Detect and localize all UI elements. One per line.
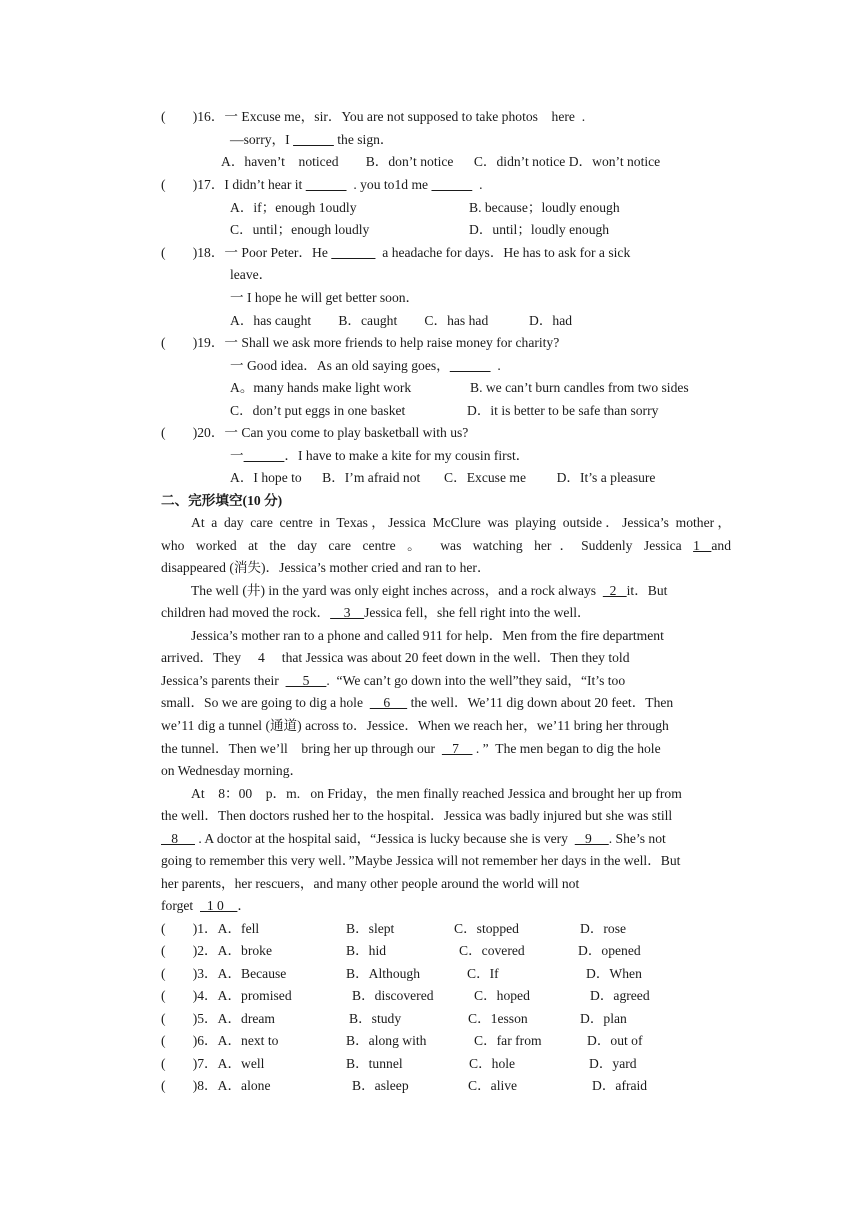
question-17-option-b: B. because；loudly enough [469, 200, 620, 215]
option-c: C．hoped [474, 988, 530, 1003]
question-18-options: A．has caught B．caught C．has had D．had [230, 313, 573, 328]
passage-line: Jessica’s mother ran to a phone and called 911 for help．Men from the fire department [191, 628, 664, 643]
answer-blank [293, 132, 334, 147]
question-18-cont: leave． [230, 267, 273, 282]
option-c: C．far from [474, 1033, 542, 1048]
question-16: ( )16．一 Excuse me，sir．You are not supposed to take photos here . [161, 109, 586, 124]
passage-line: arrived．They 4 that Jessica was about 20 feet down in the well．Then they told [161, 650, 630, 665]
question-18: ( )18．一 Poor Peter．He a headache for days．He has to ask for a sick [161, 245, 631, 260]
question-19-option-a: A。many hands make light work [230, 380, 412, 395]
question-17: ( )17．I didn’t hear it . you to1d me . [161, 177, 483, 192]
option-d: D．rose [580, 921, 627, 936]
cloze-blank-1: 1 [693, 538, 712, 553]
cloze-blank-5: 5 [285, 673, 327, 688]
passage-line: going to remember this very well．”Maybe Jessica will not remember her days in the well．But [161, 853, 681, 868]
question-17-option-c: C．until；enough loudly [230, 222, 370, 237]
option-b: B．along with [346, 1033, 427, 1048]
question-19-option-d: D．it is better to be safe than sorry [467, 403, 659, 418]
answer-blank [450, 358, 491, 373]
cloze-blank-7: 7 [441, 741, 473, 756]
passage-line: who worked at the day care centre 。 was watching her．Suddenly Jessica 1 and [161, 538, 731, 553]
answer-blank [244, 448, 285, 463]
question-19-option-b: B. we can’t burn candles from two sides [470, 380, 689, 395]
option-d: D．agreed [590, 988, 650, 1003]
option-row: ( )7．A．well [161, 1056, 265, 1071]
passage-line: disappeared (消失)．Jessica’s mother cried and ran to her． [161, 560, 491, 575]
cloze-blank-8: 8 [161, 831, 195, 846]
cloze-blank-9: 9 [574, 831, 609, 846]
answer-blank [431, 177, 472, 192]
cloze-blank-6: 6 [369, 695, 408, 710]
passage-line: her parents，her rescuers，and many other people around the world will not [161, 876, 580, 891]
option-c: C．hole [469, 1056, 516, 1071]
option-b: B．slept [346, 921, 395, 936]
option-row: ( )6．A．next to [161, 1033, 279, 1048]
option-c: C．1esson [468, 1011, 528, 1026]
option-b: B．discovered [352, 988, 434, 1003]
option-d: D．out of [587, 1033, 643, 1048]
option-d: D．afraid [592, 1078, 648, 1093]
question-20-options: A．I hope to B．I’m afraid not C．Excuse me D．It’s a pleasure [230, 470, 656, 485]
question-16-options: A．haven’t noticed B．don’t notice C．didn’t notice D．won’t notice [221, 154, 661, 169]
option-d: D．When [586, 966, 642, 981]
question-19-reply: 一 Good idea．As an old saying goes， . [230, 358, 501, 373]
option-row: ( )8．A．alone [161, 1078, 271, 1093]
section-heading: 二、完形填空(10 分) [161, 493, 283, 508]
option-row: ( )2．A．broke [161, 943, 272, 958]
passage-line: 8 . A doctor at the hospital said，“Jessica is lucky because she is very 9 . She’s not [161, 831, 666, 846]
option-c: C．stopped [454, 921, 519, 936]
passage-line: At 8：00 p．m. on Friday，the men finally reached Jessica and brought her up from [191, 786, 682, 801]
option-row: ( )3．A．Because [161, 966, 287, 981]
passage-line: children had moved the rock． 3 Jessica fell，she fell right into the well． [161, 605, 591, 620]
question-19-option-c: C．don’t put eggs in one basket [230, 403, 406, 418]
question-17-option-d: D．until；loudly enough [469, 222, 610, 237]
cloze-blank-3: 3 [330, 605, 365, 620]
question-17-option-a: A．if；enough 1oudly [230, 200, 357, 215]
option-c: C．alive [468, 1078, 518, 1093]
passage-line: the tunnel．Then we’ll bring her up through our 7 . ” The men began to dig the hole [161, 741, 661, 756]
option-row: ( )4．A．promised [161, 988, 292, 1003]
passage-line: small．So we are going to dig a hole 6 the well．We’11 dig down about 20 feet．Then [161, 695, 674, 710]
option-b: B．tunnel [346, 1056, 403, 1071]
option-b: B．hid [346, 943, 387, 958]
question-20-reply: 一 ．I have to make a kite for my cousin first． [230, 448, 530, 463]
question-20: ( )20．一 Can you come to play basketball with us? [161, 425, 469, 440]
passage-line: on Wednesday morning． [161, 763, 304, 778]
option-b: B．asleep [352, 1078, 409, 1093]
option-c: C．covered [459, 943, 525, 958]
option-d: D．opened [578, 943, 641, 958]
passage-line: The well (井) in the yard was only eight inches across，and a rock always 2 it．But [191, 583, 668, 598]
option-b: B．Although [346, 966, 421, 981]
question-18-reply: 一 I hope he will get better soon． [230, 290, 420, 305]
option-d: D．plan [580, 1011, 627, 1026]
answer-blank [331, 245, 375, 260]
question-19: ( )19．一 Shall we ask more friends to help raise money for charity? [161, 335, 560, 350]
passage-line: forget 1 0 ． [161, 898, 251, 913]
passage-line: Jessica’s parents their 5 . “We can’t go down into the well”they said，“It’s too [161, 673, 626, 688]
option-row: ( )5．A．dream [161, 1011, 276, 1026]
answer-blank [306, 177, 347, 192]
option-b: B．study [349, 1011, 402, 1026]
passage-line: the well．Then doctors rushed her to the hospital．Jessica was badly injured but she was still [161, 808, 673, 823]
option-d: D．yard [589, 1056, 637, 1071]
option-c: C．If [467, 966, 499, 981]
question-16-reply: —sorry，I the sign． [230, 132, 394, 147]
cloze-blank-10: 1 0 [200, 898, 238, 913]
cloze-blank-2: 2 [602, 583, 627, 598]
passage-line: we’11 dig a tunnel (通道) across to．Jessice．When we reach her，we’11 bring her through [161, 718, 669, 733]
passage-line: At a day care centre in Texas，Jessica McClure was playing outside．Jessica’s mother， [191, 515, 731, 530]
option-row: ( )1．A．fell [161, 921, 260, 936]
